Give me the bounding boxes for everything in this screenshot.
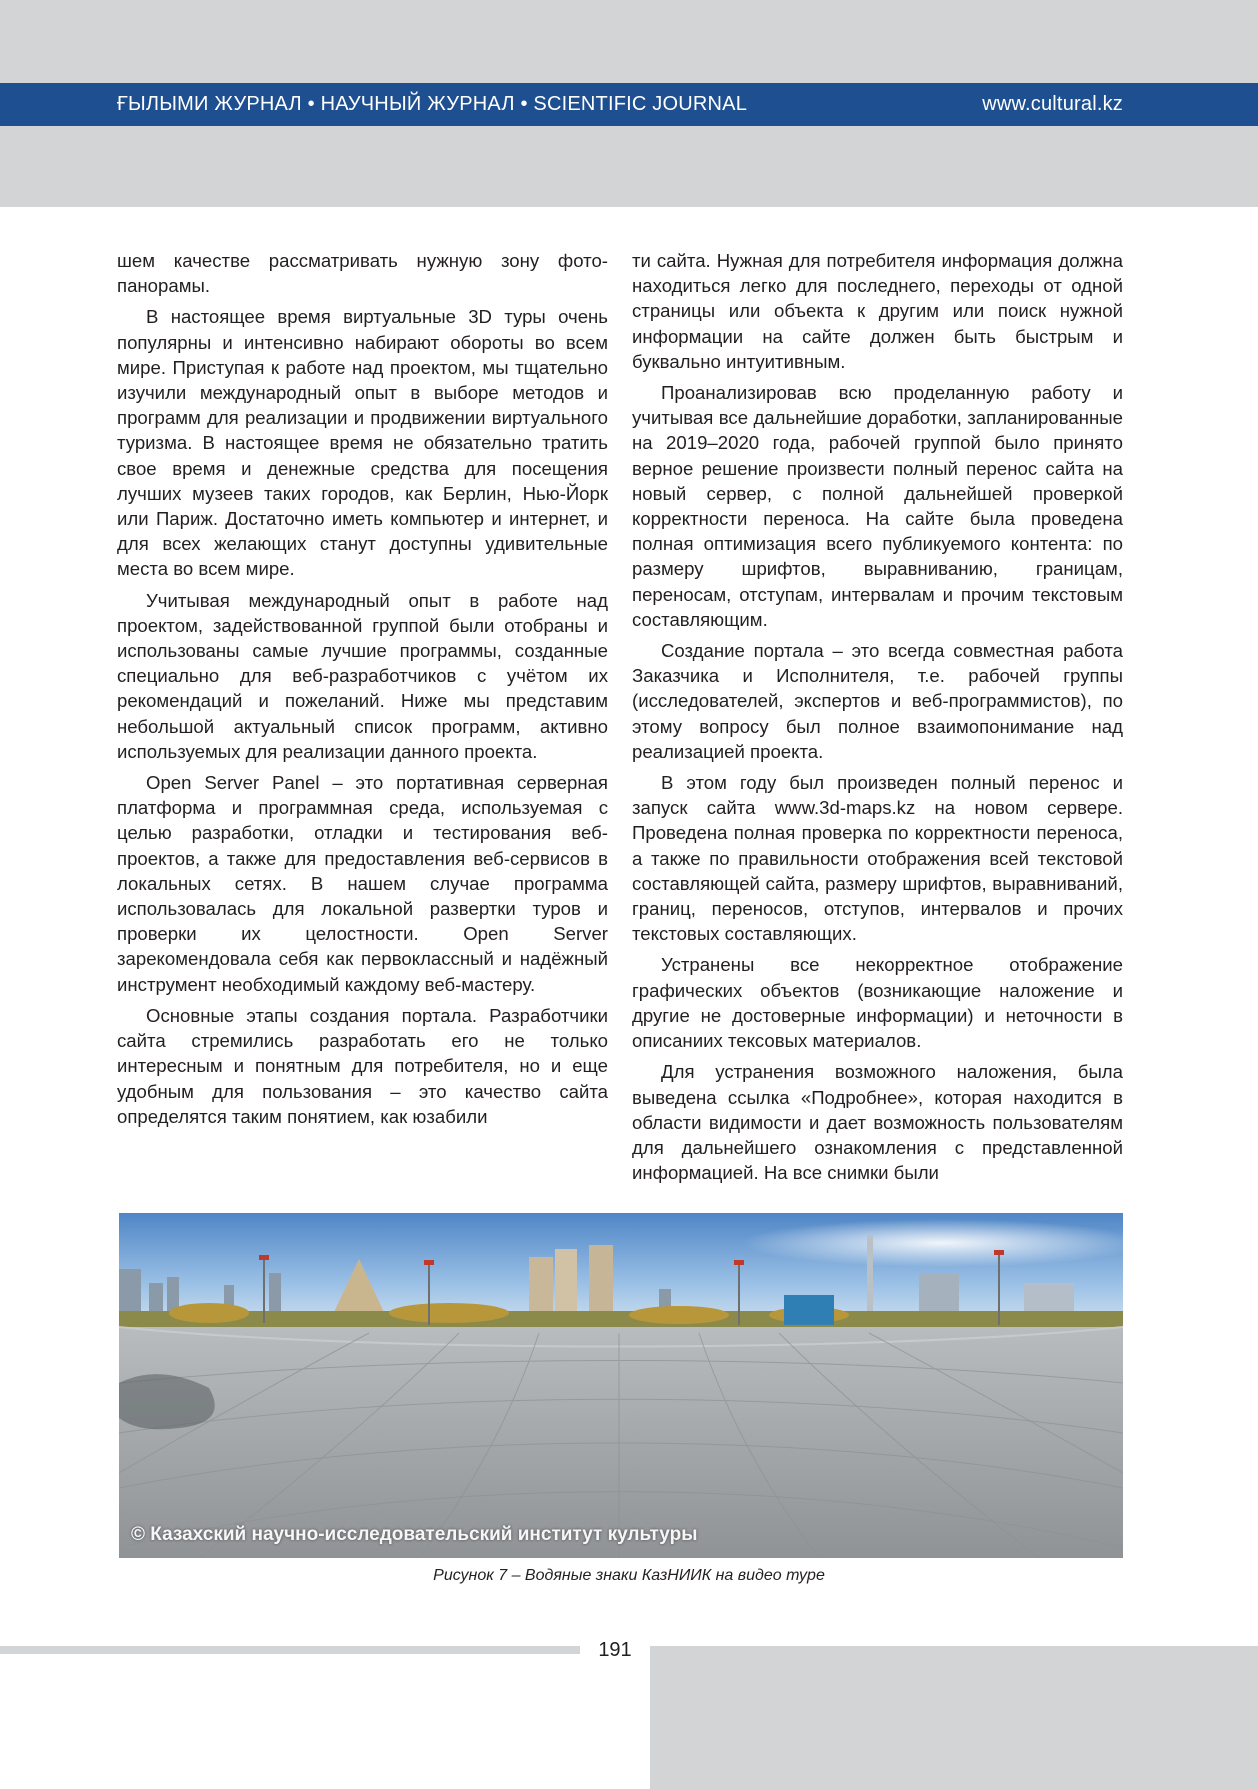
figure-caption: Рисунок 7 – Водяные знаки КазНИИК на видео туре <box>433 1567 825 1584</box>
paragraph: Создание портала – это всегда совместная работа Заказчика и Исполнителя, т.е. рабочей группы (исследователей, экспертов и веб-программистов), по этому вопросу был полное взаимопонимание над реализацией проекта. <box>632 640 1123 762</box>
journal-header-bar <box>0 83 1258 126</box>
paragraph: ти сайта. Нужная для потребителя информация должна находиться легко для последнего, переходы от одной страницы или объекта к другим или поиск нужной информации на сайте должен быть быстрым и буквально интуитивным. <box>632 250 1123 372</box>
page-number: 191 <box>598 1639 632 1661</box>
right-text-column <box>632 248 1123 1191</box>
footer-rule <box>0 1646 580 1654</box>
panorama-image <box>119 1213 1123 1558</box>
panorama-figure <box>119 1213 1123 1558</box>
paragraph: В настоящее время виртуальные 3D туры очень популярны и интенсивно набирают обороты во всем мире. Приступая к работе над проектом, мы тщательно изучили международный опыт в выборе методов и программ для реализации и продвижении виртуального туризма. В настоящее время не обязательно тратить свое время и денежные средства для посещения лучших музеев таких городов, как Берлин, Нью-Йорк или Париж. Достаточно иметь компьютер и интернет, и для всех желающих станут доступны удивительные места во всем мире. <box>117 306 608 580</box>
paragraph: Open Server Panel – это портативная серверная платформа и программная среда, используемая с целью разработки, отладки и тестирования веб-проектов, а также для предоставления веб-сервисов в локальных сетях. В нашем случае программа использовалась для локальной развертки туров и проверки их целостности. Open Server зарекомендовала себя как первоклассный и надёжный инструмент необходимый каждому веб-мастеру. <box>117 772 608 995</box>
paragraph: Основные этапы создания портала. Разработчики сайта стремились разработать его не только интересным и понятным для потребителя, но и еще удобным для пользования – это качество сайта определятся таким понятием, как юзабили <box>117 1004 608 1127</box>
journal-title: ҒЫЛЫМИ ЖУРНАЛ • НАУЧНЫЙ ЖУРНАЛ • SCIENTIFIC JOURNAL <box>117 93 748 115</box>
paragraph: Учитывая международный опыт в работе над проектом, задействованной группой были отобраны и использованы самые лучшие программы, созданные специально для веб-разработчиков с учётом их рекомендаций и пожеланий. Ниже мы представим небольшой актуальный список программ, активно используемых для реализации данного проекта. <box>117 589 608 762</box>
watermark-text: © Казахский научно-исследовательский институт культуры <box>131 1524 698 1545</box>
left-text-column <box>117 248 608 1135</box>
paragraph: В этом году был произведен полный перенос и запуск сайта www.3d-maps.kz на новом сервере. Проведена полная проверка по корректности переноса, а также по правильности отображения всей текстовой составляющей сайта, размеру шрифтов, выравниваний, границ, переносов, отступов, интервалов и прочих текстовых составляющих. <box>632 772 1123 945</box>
website-link[interactable]: www.cultural.kz <box>982 93 1123 115</box>
footer-gray-block <box>650 1646 1258 1789</box>
paragraph: Проанализировав всю проделанную работу и учитывая все дальнейшие доработки, запланированные на 2019–2020 года, рабочей группой было принято верное решение произвести полный перенос сайта на новый сервер, с полной дальнейшей проверкой корректности переноса. На сайте была проведена полная оптимизация всего публикуемого контента: по размеру шрифтов, выравниванию, границам, переносам, отступам, интервалам и прочим текстовым составляющим. <box>632 382 1123 630</box>
paragraph: Для устранения возможного наложения, была выведена ссылка «Подробнее», которая находится в области видимости и дает возможность пользователям для дальнейшего ознакомления с представленной информацией. На все снимки были <box>632 1061 1123 1184</box>
paragraph: шем качестве рассматривать нужную зону фотопанорамы. <box>117 250 608 297</box>
paragraph: Устранены все некорректное отображение графических объектов (возникающие наложение и другие не достоверные информации) и неточности в описаниих тексовых материалов. <box>632 954 1123 1052</box>
